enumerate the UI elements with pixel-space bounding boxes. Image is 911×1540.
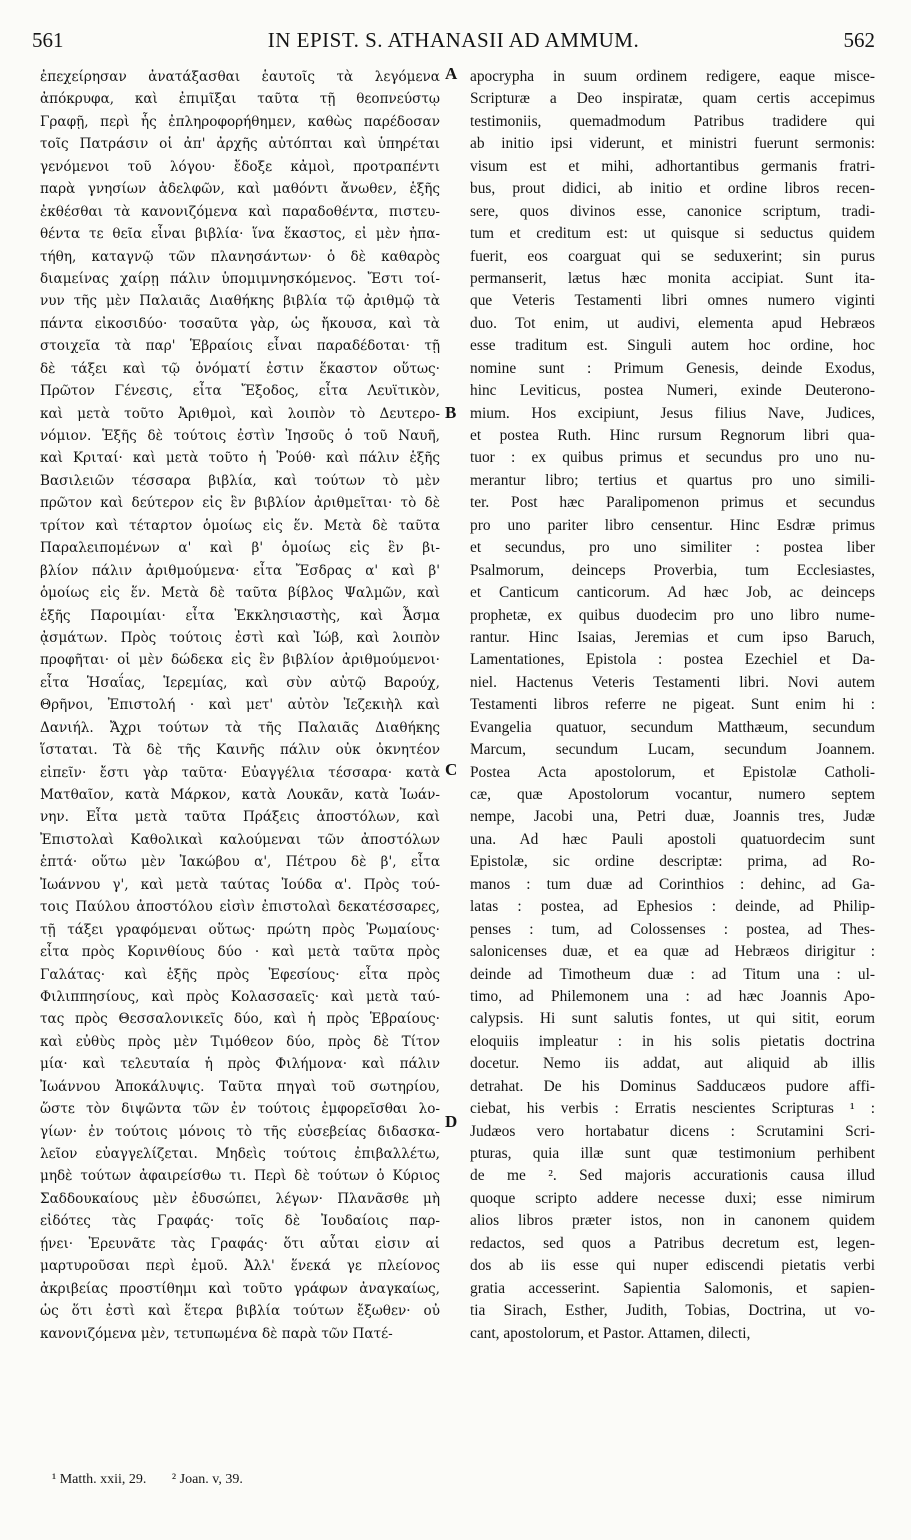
greek-text-line: Φιλιππησίους, καὶ πρὸς Κολασσαεῖς· καὶ μετὰ ταύ-	[40, 988, 440, 1005]
greek-text-line: ὥστε τὸν διψῶντα τῶν ἐν τούτοις ἐμφορεῖσθαι λο-	[40, 1101, 440, 1118]
page-number-left: 561	[32, 28, 64, 52]
latin-text-line: calypsis. Hi sunt salutis fontes, ut qui sitit, eorum	[470, 1010, 875, 1028]
latin-text-line: Postea Acta apostolorum, et Epistolæ Catholi-	[470, 763, 875, 781]
latin-text-line: visum est et mihi, adhortantibus germanis fratri-	[470, 157, 875, 175]
latin-column	[470, 66, 875, 1345]
greek-text-line: πάντα εἰκοσιδύο· τοσαῦτα γὰρ, ὡς ἤκουσα, καὶ τὰ	[40, 315, 440, 332]
latin-text-line: quoque scripto addere necesse duxi; esse nimirum	[470, 1189, 875, 1207]
latin-text-line: redactos, sed quos a Patribus decretum est, legen-	[470, 1234, 875, 1252]
greek-text-line: θέντα τε θεῖα εἶναι βιβλία· ἵνα ἕκαστος, εἰ μὲν ἠπα-	[40, 226, 440, 243]
greek-text-line: Βασιλειῶν τέσσαρα βιβλία, καὶ τούτων τὸ μὲν	[40, 472, 440, 489]
greek-text-line: εἶτα Ἡσαΐας, Ἱερεμίας, καὶ σὺν αὐτῷ Βαρούχ,	[40, 674, 440, 691]
latin-text-line: nempe, Jacobi una, Petri duæ, Joannis tres, Judæ	[470, 808, 875, 826]
greek-text-line: παρὰ γνησίων ἀδελφῶν, καὶ μαθόντι ἄνωθεν, ἑξῆς	[40, 181, 440, 198]
latin-text-line: Judæos vero hortabatur dicens : Scrutamini Scri-	[470, 1122, 875, 1140]
latin-text-line: docetur. Nemo iis addat, aut aliquid ab illis	[470, 1055, 875, 1073]
latin-text-line: gratia accesserint. Sapientia Salomonis, et sapien-	[470, 1279, 875, 1297]
latin-text-line: duo. Tot enim, ut audivi, elementa apud Hebræos	[470, 314, 875, 332]
latin-text-line: rantur. Hinc Isaias, Jeremias et cum ipso Baruch,	[470, 628, 875, 646]
section-marker-a: A	[445, 64, 458, 83]
latin-text-line: tuor : ex quibus primus et secundus pro uno nu-	[470, 449, 875, 467]
greek-text-line: νόμιον. Ἑξῆς δὲ τούτοις ἐστὶν Ἰησοῦς ὁ τοῦ Ναυῆ,	[40, 428, 440, 444]
section-marker-b: B	[445, 403, 457, 422]
latin-text-line: Lamentationes, Epistola : postea Ezechiel et Da-	[470, 651, 875, 669]
greek-text-line: γενόμενοι τοῦ λόγου· ἔδοξε κἀμοὶ, προτραπέντι	[40, 158, 440, 175]
latin-text-line: Psalmorum, deinceps Proverbia, tum Ecclesiastes,	[470, 561, 875, 579]
greek-text-line: Γαλάτας· καὶ ἑξῆς πρὸς Ἐφεσίους· εἶτα πρὸς	[40, 966, 440, 983]
greek-text-line: Ἐπιστολαὶ Καθολικαὶ καλούμεναι τῶν ἀποστόλων	[40, 831, 440, 848]
greek-text-line: ἑπτά· οὕτω μὲν Ἰακώβου α', Πέτρου δὲ β', εἶτα	[40, 854, 440, 871]
greek-text-line: Πρῶτον Γένεσις, εἶτα Ἔξοδος, εἶτα Λευϊτικὸν,	[40, 383, 440, 400]
latin-text-line: ter. Post hæc Paralipomenon primus et secundus	[470, 494, 875, 512]
greek-text-line: διαμείνας χαίρῃ πάλιν ὑπομιμνησκόμενος. Ἔστι τοί-	[40, 270, 440, 287]
greek-text-line: ἐκθέσθαι τὰ κανονιζόμενα καὶ παραδοθέντα, πιστευ-	[40, 203, 440, 220]
latin-text-line: pturas, quia illæ sunt quæ testimonium perhibent	[470, 1145, 875, 1162]
greek-text-line: τοῖς Πατράσιν οἱ ἀπ' ἀρχῆς αὐτόπται καὶ ὑπηρέται	[40, 136, 440, 153]
greek-text-line: δὲ τάξει καὶ τῷ ὀνόματί ἐστιν ἕκαστον οὕτως·	[40, 360, 440, 377]
latin-text-line: et postea Ruth. Hinc rursum Regnorum libri qua-	[470, 427, 875, 444]
greek-text-line: καὶ Κριταί· καὶ μετὰ τοῦτο ἡ Ῥούθ· καὶ πάλιν ἑξῆς	[40, 450, 440, 467]
footnote-1: ¹ Matth. xxii, 29.	[52, 1472, 147, 1487]
greek-text-line: ἀκριβείας προστίθημι καὶ τοῦτο γράφων ἀναγκαίως,	[40, 1280, 440, 1297]
latin-text-line: penses : tum, ad Colossenses : postea, ad Thes-	[470, 920, 875, 938]
greek-text-line: τοις Παύλου ἀποστόλου εἰσὶν ἐπιστολαὶ δεκατέσσαρες,	[40, 899, 440, 916]
latin-text-line: nomine sunt : Primum Genesis, deinde Exodus,	[470, 359, 875, 377]
greek-text-line: καὶ εὐθὺς πρὸς μὲν Τιμόθεον δύο, πρὸς δὲ Τίτον	[40, 1033, 440, 1050]
greek-text-line: Δανιήλ. Ἄχρι τούτων τὰ τῆς Παλαιᾶς Διαθήκης	[40, 719, 440, 736]
latin-text-line: timo, ad Philemonem una : ad hæc Joannis Apo-	[470, 987, 875, 1005]
greek-text-line: τας πρὸς Θεσσαλονικεῖς δύο, καὶ ἡ πρὸς Ἑβραίους·	[40, 1011, 440, 1028]
greek-text-line: μαρτυροῦσαι περὶ ἐμοῦ. Ἀλλ' ἕνεκά γε πλείονος	[40, 1258, 440, 1275]
greek-text-line: Παραλειπομένων α' καὶ β' ὁμοίως εἰς ἓν βι-	[40, 540, 440, 557]
latin-text-line: latas : postea, ad Ephesios : deinde, ad Philip-	[470, 898, 875, 916]
greek-text-line: εἰπεῖν· ἔστι γὰρ ταῦτα· Εὐαγγέλια τέσσαρα· κατὰ	[40, 764, 440, 781]
section-marker-d: D	[445, 1112, 458, 1131]
greek-text-line: πρῶτον καὶ δεύτερον εἰς ἓν βιβλίον ἀριθμεῖται· τὸ δὲ	[40, 495, 440, 512]
greek-text-line: ὁμοίως εἰς ἕν. Μετὰ δὲ ταῦτα βίβλος Ψαλμῶν, καὶ	[40, 585, 440, 602]
greek-text-line: Σαδδουκαίους μὲν ἐδυσώπει, λέγων· Πλανᾶσθε μὴ	[40, 1190, 440, 1207]
greek-text-line: Ἰωάννου Ἀποκάλυψις. Ταῦτα πηγαὶ τοῦ σωτηρίου,	[40, 1078, 440, 1095]
latin-text-line: pro uno pariter libro censentur. Hinc Esdræ primus	[470, 516, 875, 534]
greek-text-line: νην. Εἶτα μετὰ ταῦτα Πράξεις ἀποστόλων, καὶ	[40, 809, 440, 826]
latin-text-line: esse traditum est. Singuli autem hoc ordine, hoc	[470, 337, 875, 355]
greek-text-line: καὶ μετὰ τοῦτο Ἀριθμοὶ, καὶ λοιπὸν τὸ Δευτερο-	[40, 405, 440, 422]
latin-text-line: de me ². Sed majoris accurationis causa illud	[470, 1167, 875, 1185]
latin-text-line: Marcum, secundum Lucam, secundum Joannem.	[470, 741, 875, 759]
latin-text-line: Scripturæ a Deo inspiratæ, quam certis accepimus	[470, 90, 875, 108]
footnotes	[52, 1472, 265, 1488]
latin-text-line: testimoniis, quemadmodum Patribus tradidere qui	[470, 112, 875, 130]
latin-text-line: merantur libro; tertius et quartus pro uno simili-	[470, 471, 875, 489]
latin-text-line: una. Ad hæc Pauli apostoli quatuordecim sunt	[470, 830, 875, 848]
latin-text-line: et secundus, pro uno similiter : postea liber	[470, 539, 875, 557]
latin-text-line: fuerit, eos coarguat qui se seduxerint; sin purus	[470, 247, 875, 265]
greek-text-line: Ἰωάννου γ', καὶ μετὰ ταύτας Ἰούδα α'. Πρὸς τού-	[40, 876, 440, 893]
greek-text-line: ἑξῆς Παροιμίαι· εἶτα Ἐκκλησιαστὴς, καὶ Ἆσμα	[40, 607, 440, 624]
latin-text-line: niel. Hactenus Veteris Testamenti libri. Novi autem	[470, 673, 875, 691]
latin-text-line: que Veteris Testamenti libri omnes numero viginti	[470, 292, 875, 310]
latin-text-line: hinc Leviticus, postea Numeri, exinde Deuterono-	[470, 382, 875, 400]
greek-text-line: στοιχεῖα τὰ παρ' Ἑβραίοις εἶναι παραδέδοται· τῇ	[40, 338, 440, 355]
greek-text-line: ἵσταται. Τὰ δὲ τῆς Καινῆς πάλιν οὐκ ὀκνητέον	[40, 742, 440, 759]
section-marker-c: C	[445, 760, 458, 779]
greek-text-line: μηδὲ τούτων ἀφαιρείσθω τι. Περὶ δὲ τούτων ὁ Κύριος	[40, 1168, 440, 1185]
latin-text-line: Epistolæ, sic ordine descriptæ: prima, ad Ro-	[470, 853, 875, 871]
latin-text-line: cant, apostolorum, et Pastor. Attamen, dilecti,	[470, 1324, 751, 1342]
page-header	[32, 28, 875, 58]
latin-text-line: alios libros præter istos, non in canonem quidem	[470, 1212, 875, 1230]
latin-text-line: tum et creditum est: ut quisque si seductus quidem	[470, 225, 875, 243]
greek-text-line: ἀπόκρυφα, καὶ ἐπιμῖξαι ταῦτα τῇ θεοπνεύστῳ	[40, 91, 440, 108]
latin-text-line: detrahat. De his Dominus Sadducæos pudore affi-	[470, 1077, 875, 1095]
greek-text-line: νυν τῆς μὲν Παλαιᾶς Διαθήκης βιβλία τῷ ἀριθμῷ τὰ	[40, 293, 440, 310]
greek-text-line: ὡς ὅτι ἐστὶ καὶ ἕτερα βιβλία τούτων ἔξωθεν· οὐ	[40, 1303, 440, 1320]
page-number-right: 562	[843, 28, 875, 52]
greek-text-line: ῄνει· Ἐρευνᾶτε τὰς Γραφάς· ὅτι αὗται εἰσιν αἱ	[40, 1235, 440, 1252]
greek-text-line: μία· καὶ τελευταία ἡ πρὸς Φιλήμονα· καὶ πάλιν	[40, 1056, 440, 1073]
greek-text-line: βλίον πάλιν ἀριθμούμενα· εἶτα Ἔσδρας α' καὶ β'	[40, 562, 440, 579]
greek-text-line: ἐπεχείρησαν ἀνατάξασθαι ἑαυτοῖς τὰ λεγόμενα	[40, 69, 440, 85]
latin-text-line: ciebat, his verbis : Erratis nescientes Scripturas ¹ :	[470, 1100, 875, 1118]
greek-text-line: γίων· ἐν τούτοις μόνοις τὸ τῆς εὐσεβείας διδασκα-	[40, 1123, 440, 1140]
latin-text-line: cæ, quæ Apostolorum vocantur, numero septem	[470, 786, 875, 803]
latin-text-line: bus, prout didici, ab initio et ordine libros recen-	[470, 180, 875, 198]
greek-text-line: εἶτα πρὸς Κορινθίους δύο · καὶ μετὰ ταῦτα πρὸς	[40, 944, 440, 961]
greek-text-line: τήθη, καταγνῷ τῶν πλανησάντων· ὁ δὲ καθαρὸς	[40, 248, 440, 265]
latin-text-line: permanserit, lætus hæc monita accipiat. Sunt ita-	[470, 269, 875, 287]
latin-text-line: Testamenti libros referre ne pigeat. Sunt enim hi :	[470, 696, 875, 714]
latin-text-line: prophetæ, ex quibus duodecim pro uno libro nume-	[470, 606, 875, 624]
latin-text-line: manos : tum duæ ad Corinthios : dehinc, ad Ga-	[470, 875, 875, 893]
latin-text-line: sere, quos divinos esse, canonice scriptum, tradi-	[470, 202, 875, 220]
greek-text-line: Ματθαῖον, κατὰ Μάρκον, κατὰ Λουκᾶν, κατὰ Ἰωάν-	[40, 787, 440, 803]
greek-column	[40, 66, 440, 1345]
greek-text-line: ᾀσμάτων. Πρὸς τούτοις ἐστὶ καὶ Ἰώβ, καὶ λοιπὸν	[40, 629, 440, 646]
latin-text-line: salonicenses duæ, et ea quæ ad Hebræos dirigitur :	[470, 943, 875, 961]
latin-text-line: dos ab iis esse qui nuper ediscendi pietatis verbi	[470, 1257, 875, 1275]
greek-text-line: τρίτον καὶ τέταρτον ὁμοίως εἰς ἕν. Μετὰ δὲ ταῦτα	[40, 517, 440, 534]
latin-text-line: eloquiis impleatur : in his solis pietatis doctrina	[470, 1032, 875, 1050]
greek-text-line: κανονιζόμενα μὲν, τετυπωμένα δὲ παρὰ τῶν Πατέ-	[40, 1325, 393, 1342]
greek-text-line: εἰδότες τὰς Γραφάς· τοῖς δὲ Ἰουδαίοις παρ-	[40, 1213, 440, 1230]
latin-text-line: et Canticum canticorum. Ad hæc Job, ac deinceps	[470, 584, 875, 602]
latin-text-line: apocrypha in suum ordinem redigere, eaque misce-	[470, 68, 875, 85]
latin-text-line: mium. Hos excipiunt, Jesus filius Nave, Judices,	[470, 404, 875, 422]
latin-text-line: deinde ad Timotheum duæ : ad Titum una : ul-	[470, 965, 875, 983]
greek-text-line: τῇ τάξει γραφόμεναι οὕτως· πρώτη πρὸς Ῥωμαίους·	[40, 921, 440, 938]
greek-text-line: λεῖον εὐαγγελίζεται. Μηδεὶς τούτοις ἐπιβαλλέτω,	[40, 1146, 440, 1162]
latin-text-line: ab initio ipsi viderunt, et ministri fuerunt sermonis:	[470, 135, 875, 153]
running-title: IN EPIST. S. ATHANASII AD AMMUM.	[267, 28, 640, 52]
latin-text-line: Evangelia quatuor, secundum Matthæum, secundum	[470, 718, 875, 736]
greek-text-line: προφῆται· οἱ μὲν δώδεκα εἰς ἓν βιβλίον ἀριθμούμενοι·	[40, 652, 440, 669]
footnote-2: ² Joan. v, 39.	[171, 1472, 243, 1487]
greek-text-line: Θρῆνοι, Ἐπιστολή · καὶ μετ' αὐτὸν Ἰεζεκιὴλ καὶ	[40, 697, 440, 714]
greek-text-line: Γραφῇ, περὶ ἧς ἐπληροφορήθημεν, καθὼς παρέδοσαν	[40, 113, 440, 130]
latin-text-line: tia Sirach, Esther, Judith, Tobias, Doctrina, ut vo-	[470, 1302, 875, 1320]
